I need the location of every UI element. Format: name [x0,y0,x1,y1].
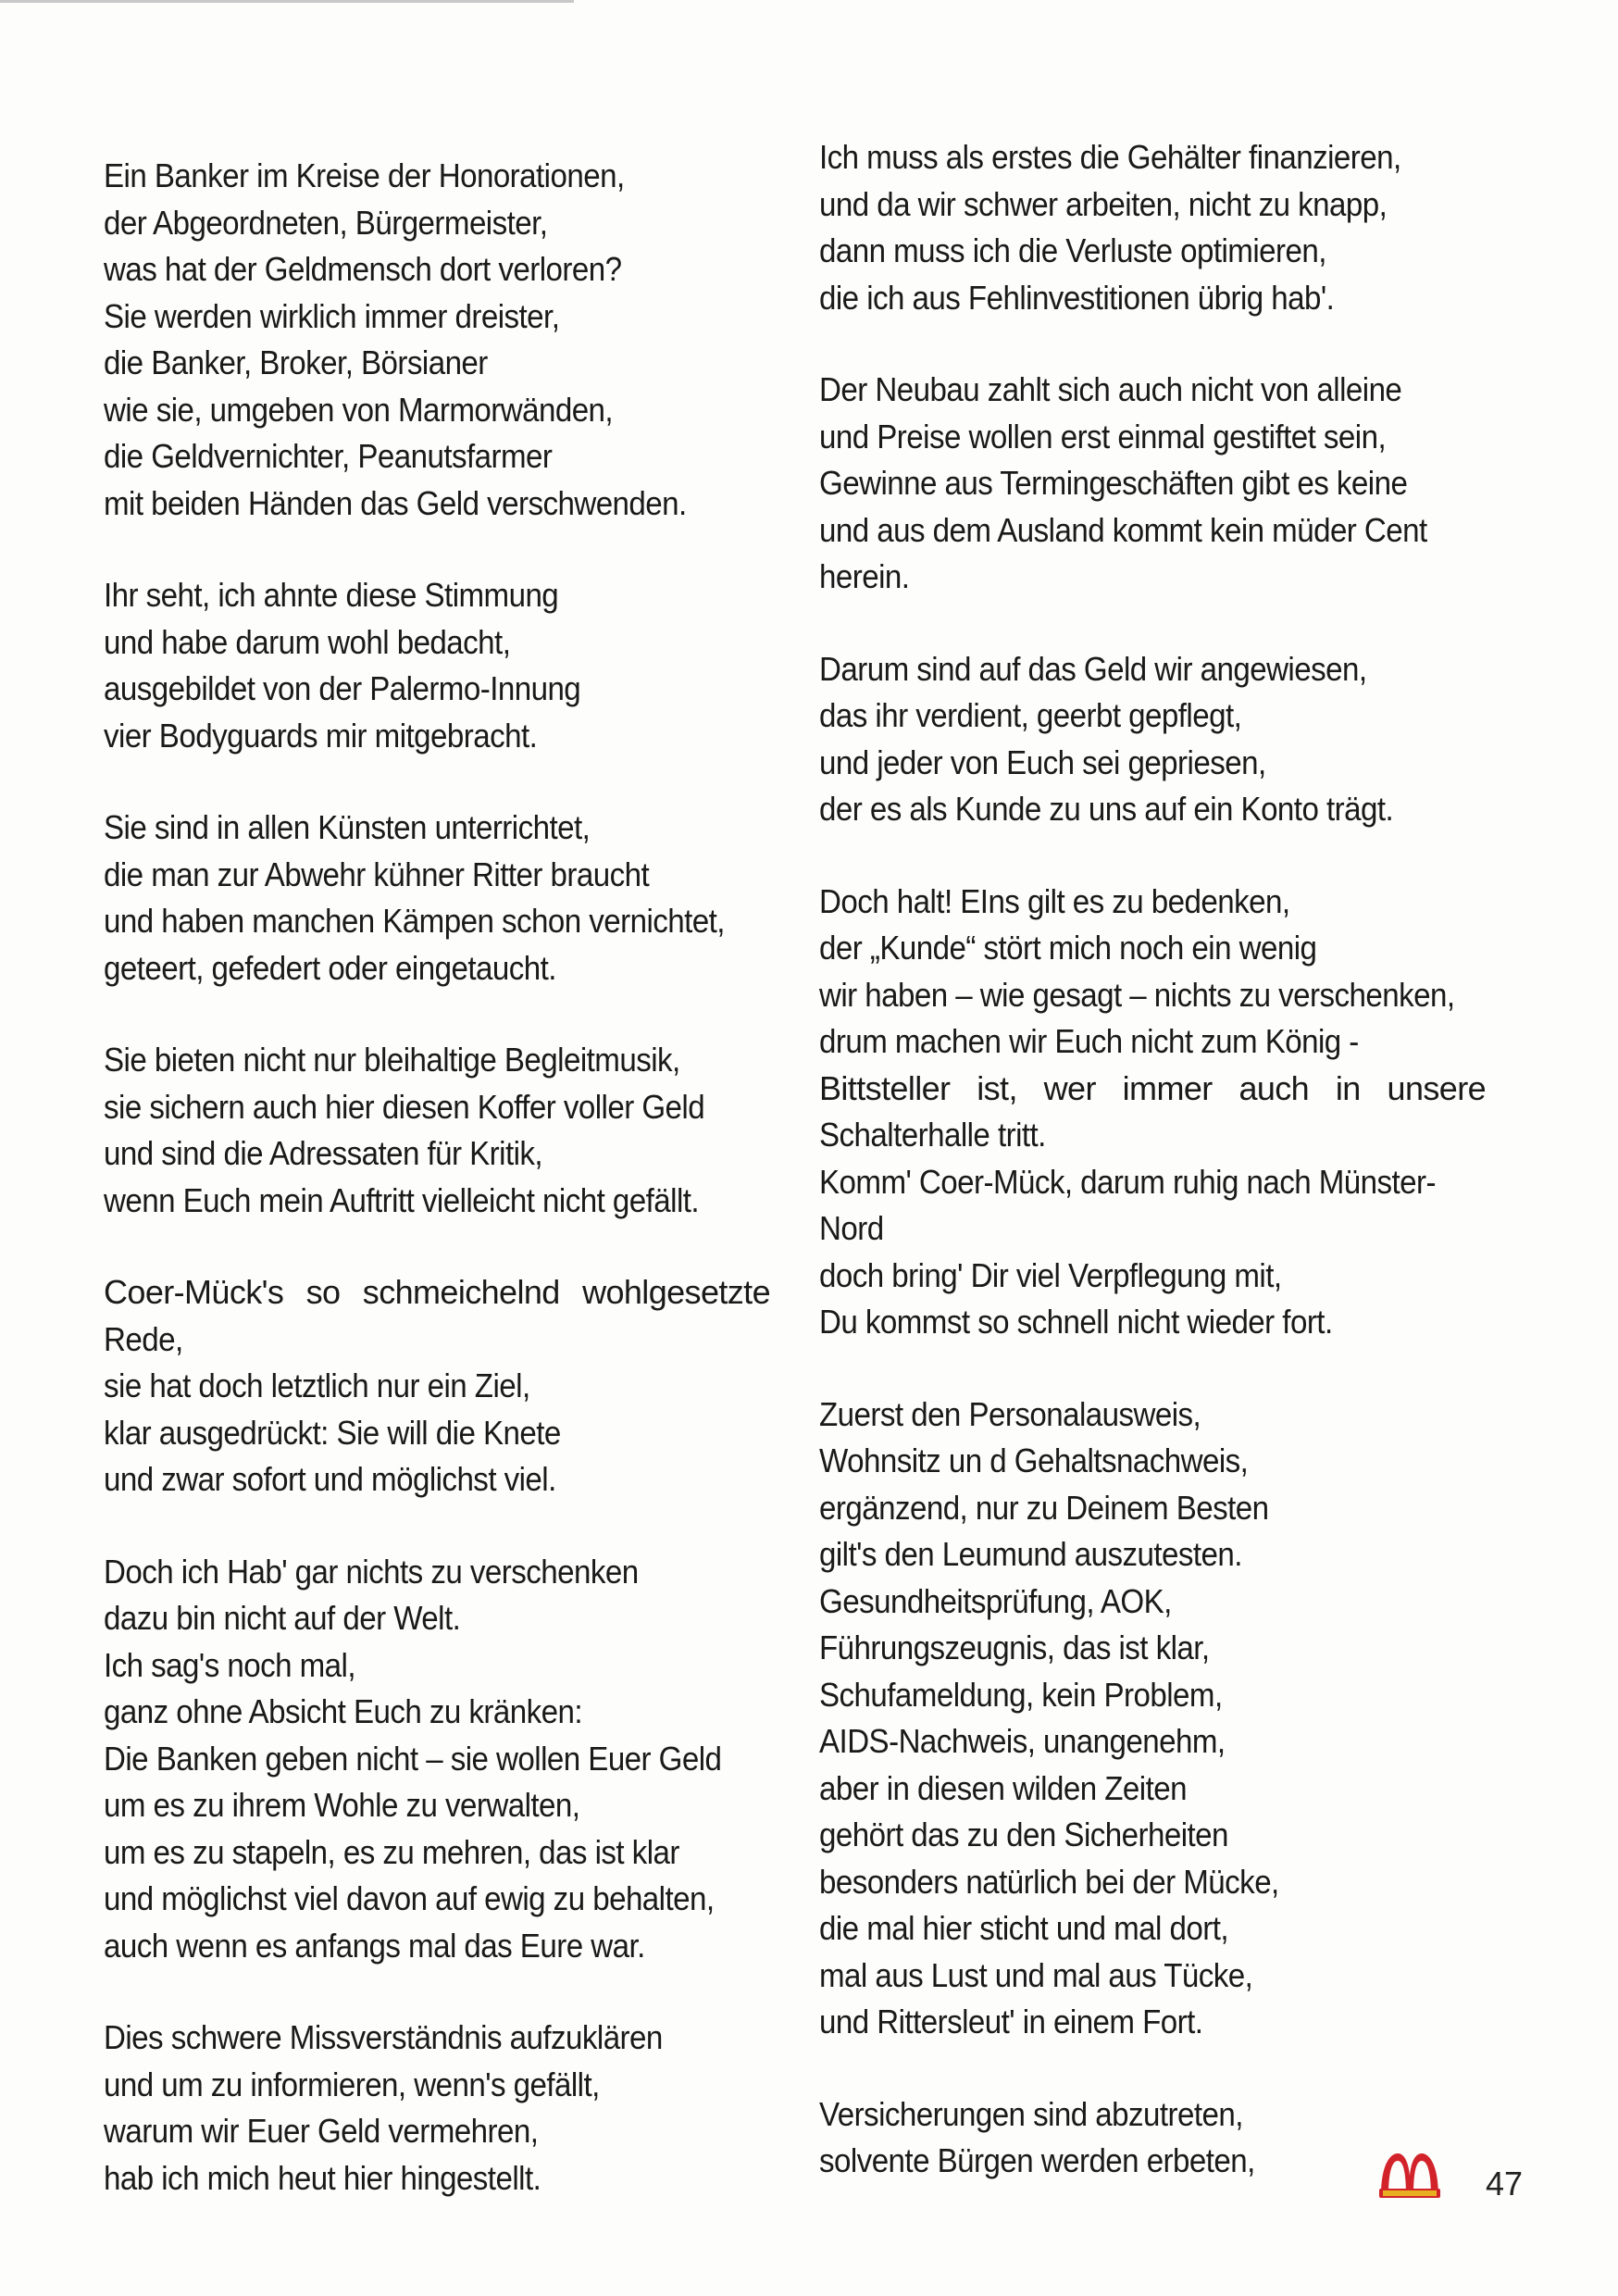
poem-line: vier Bodyguards mir mitgebracht. [104,716,538,755]
poem-line: Die Banken geben nicht – sie wollen Euer Geld [104,1739,722,1778]
poem-line: Sie sind in allen Künsten unterrichtet, [104,808,591,846]
poem-stanza [104,1549,807,1970]
poem-stanza [819,134,1523,321]
poem-line: wie sie, umgeben von Marmorwänden, [104,390,614,429]
poem-line: und habe darum wohl bedacht, [104,622,511,661]
poem-line: und Rittersleut' in einem Fort. [819,2003,1203,2040]
poem-line: auch wenn es anfangs mal das Eure war. [104,1926,645,1965]
poem-line: was hat der Geldmensch dort verloren? [104,250,622,288]
poem-line: geteert, gefedert oder eingetaucht. [104,948,556,987]
poem-line: dazu bin nicht auf der Welt. [104,1599,461,1637]
poem-stanza [819,879,1523,1346]
poem-line: das ihr verdient, geerbt gepflegt, [819,696,1242,734]
poem-line: sie hat doch letztlich nur ein Ziel, [104,1366,530,1404]
poem-line: Zuerst den Personalausweis, [819,1394,1201,1433]
poem-line: Rede, [104,1319,183,1358]
poem-line: die ich aus Fehlinvestitionen übrig hab'. [819,278,1335,317]
poem-line: besonders natürlich bei der Mücke, [819,1862,1279,1901]
poem-stanza [819,646,1523,833]
poem-line: Versicherungen sind abzutreten, [819,2094,1243,2133]
poem-line: Doch halt! EIns gilt es zu bedenken, [819,881,1290,920]
poem-line: Ein Banker im Kreise der Honorationen, [104,156,625,194]
poem-line: gehört das zu den Sicherheiten [819,1816,1228,1853]
poem-line: Du kommst so schnell nicht wieder fort. [819,1303,1333,1341]
poem-line: warum wir Euer Geld vermehren, [104,2112,539,2150]
poem-line: und da wir schwer arbeiten, nicht zu knapp, [819,184,1388,223]
poem-line: wir haben – wie gesagt – nichts zu verschenken, [819,975,1455,1014]
poem-right-column [819,134,1523,2230]
poem-stanza [104,805,807,992]
top-rule [0,0,574,3]
poem-line: Komm' Coer-Mück, darum ruhig nach Münster- [819,1162,1437,1201]
poem-line: die man zur Abwehr kühner Ritter braucht [104,855,650,893]
poem-line: aber in diesen wilden Zeiten [819,1768,1187,1807]
poem-line: dann muss ich die Verluste optimieren, [819,231,1326,269]
poem-line: Dies schwere Missverständnis aufzuklären [104,2018,663,2056]
poem-line: klar ausgedrückt: Sie will die Knete [104,1413,561,1452]
poem-line: die Geldvernichter, Peanutsfarmer [104,437,553,475]
poem-line: Bittsteller ist, wer immer auch in unsere [819,1068,1486,1107]
poem-line: solvente Bürgen werden erbeten, [819,2141,1255,2179]
poem-stanza [104,572,807,759]
poem-line: Sie werden wirklich immer dreister, [104,296,560,335]
poem-stanza [819,1391,1523,2046]
page-number: 47 [1486,2165,1524,2202]
poem-line: Führungszeugnis, das ist klar, [819,1628,1210,1666]
poem-line: die Banker, Broker, Börsianer [104,343,488,381]
poem-stanza [104,153,807,527]
poem-line: um es zu stapeln, es zu mehren, das ist klar [104,1832,679,1871]
poem-line: gilt's den Leumund auszutesten. [819,1535,1242,1573]
poem-line: sie sichern auch hier diesen Koffer voller Geld [104,1087,705,1126]
poem-line: hab ich mich heut hier hingestellt. [104,2158,541,2197]
poem-line: ergänzend, nur zu Deinem Besten [819,1488,1269,1527]
poem-line: Nord [819,1209,884,1247]
poem-line: Schufameldung, kein Problem, [819,1675,1223,1714]
poem-line: Ihr seht, ich ahnte diese Stimmung [104,576,559,614]
poem-line: Ich muss als erstes die Gehälter finanzieren, [819,138,1401,176]
poem-line: und aus dem Ausland kommt kein müder Cent [819,510,1427,549]
poem-line: Schalterhalle tritt. [819,1116,1046,1154]
poem-line: Doch ich Hab' gar nichts zu verschenken [104,1552,639,1591]
poem-stanza [819,367,1523,601]
poem-line: AIDS-Nachweis, unangenehm, [819,1722,1226,1760]
poem-line: herein. [819,557,910,595]
poem-line: Ich sag's noch mal, [104,1645,355,1684]
poem-stanza [104,2015,807,2202]
mckoer-logo-icon [1377,2148,1442,2203]
poem-line: ganz ohne Absicht Euch zu kränken: [104,1692,583,1730]
poem-line: Wohnsitz un d Gehaltsnachweis, [819,1441,1249,1479]
poem-line: der „Kunde“ stört mich noch ein wenig [819,929,1317,967]
poem-line: der Abgeordneten, Bürgermeister, [104,203,548,242]
poem-line: und zwar sofort und möglichst viel. [104,1460,556,1498]
poem-line: und sind die Adressaten für Kritik, [104,1134,543,1172]
poem-line: um es zu ihrem Wohle zu verwalten, [104,1786,580,1824]
poem-line: mal aus Lust und mal aus Tücke, [819,1955,1253,1994]
poem-line: mit beiden Händen das Geld verschwenden. [104,483,687,522]
poem-stanza [104,1269,807,1504]
poem-line: drum machen wir Euch nicht zum König - [819,1022,1359,1060]
poem-line: Der Neubau zahlt sich auch nicht von alleine [819,370,1402,408]
poem-line: und um zu informieren, wenn's gefällt, [104,2065,600,2103]
poem-line: wenn Euch mein Auftritt vielleicht nicht gefällt. [104,1180,700,1219]
poem-line: Gewinne aus Termingeschäften gibt es keine [819,464,1408,502]
poem-line: Coer-Mück's so schmeichelnd wohlgesetzte [104,1273,770,1311]
poem-line: Sie bieten nicht nur bleihaltige Begleitmusik, [104,1041,680,1079]
poem-left-column [104,153,807,2247]
poem-line: und jeder von Euch sei gepriesen, [819,742,1266,781]
poem-line: die mal hier sticht und mal dort, [819,1909,1228,1947]
poem-line: der es als Kunde zu uns auf ein Konto trägt. [819,790,1394,828]
poem-stanza [104,1037,807,1224]
poem-line: ausgebildet von der Palermo-Innung [104,669,581,707]
poem-line: Gesundheitsprüfung, AOK, [819,1581,1172,1620]
poem-line: doch bring' Dir viel Verpflegung mit, [819,1255,1282,1294]
poem-line: und haben manchen Kämpen schon vernichtet, [104,902,725,940]
poem-line: und möglichst viel davon auf ewig zu behalten, [104,1879,715,1917]
poem-line: und Preise wollen erst einmal gestiftet sein, [819,417,1387,455]
poem-line: Darum sind auf das Geld wir angewiesen, [819,649,1367,688]
